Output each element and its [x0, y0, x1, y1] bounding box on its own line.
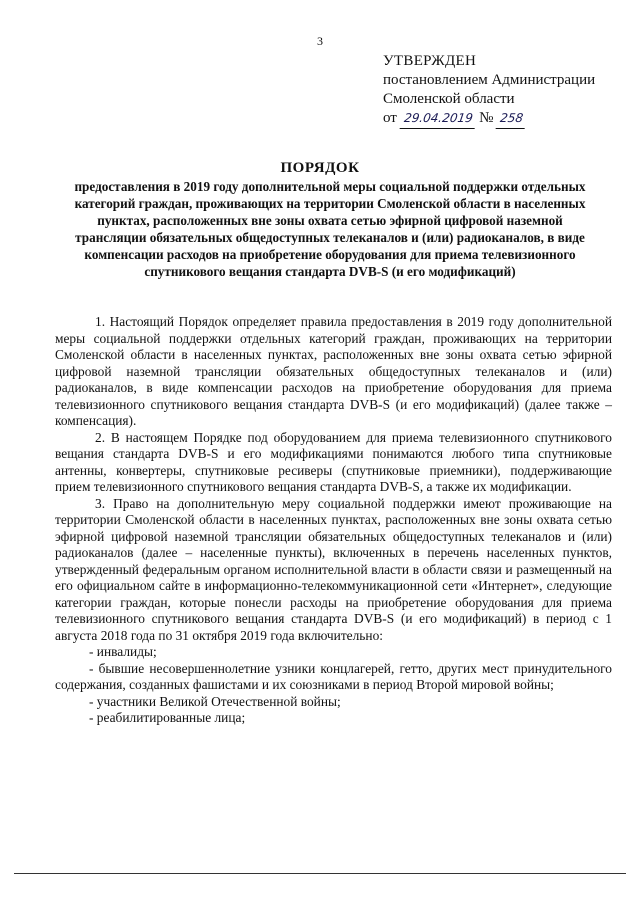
list-item: - инвалиды; [89, 644, 157, 659]
paragraph-3: 3. Право на дополнительную меру социальной поддержки имеют проживающие на территории Смоленской области в населенных пунктах, расположенных вне зоны охвата сетью эфирной цифровой наземной трансляции обязательных общедоступных телеканалов и (или) радиоканалов (далее – населенные пункты), включенных в перечень населенных пунктов, утвержденный федеральным органом исполнительной власти в области связи и размещенный на его официальном сайте в информационно-телекоммуникационной сети «Интернет», следующие категории граждан, которые понесли расходы на приобретение оборудования для приема телевизионного спутникового вещания стандарта DVB-S (и его модификаций) в период с 1 августа 2018 года по 31 октября 2019 года включительно: [55, 495, 612, 643]
number-sign: № [479, 110, 494, 126]
approval-heading: УТВЕРЖДЕН [383, 53, 477, 69]
list-item: - участники Великой Отечественной войны; [89, 693, 341, 709]
approval-line-2: Смоленской области [383, 91, 515, 107]
page-number: 3 [317, 34, 323, 48]
page-bottom-divider [14, 873, 626, 874]
document-body [55, 314, 612, 727]
paragraph-2: 2. В настоящем Порядке под оборудованием для приема телевизионного спутникового вещания стандарта DVB-S и его модификациями понимаются любого типа спутниковые антенны, конвертеры, спутниковые ресиверы (спутниковые приемники), поддерживающие прием телевизионного спутникового вещания стандарта DVB-S, а также их модификации. [55, 429, 612, 494]
document-subtitle: предоставления в 2019 году дополнительной меры социальной поддержки отдельных категорий граждан, проживающих на территории Смоленской области в населенных пунктах, расположенных вне зоны охвата сетью эфирной цифровой наземной трансляции обязательных общедоступных телеканалов и (или) радиоканалов, в виде компенсации расходов на приобретение оборудования для приема телевизионного спутникового вещания стандарта DVB-S (и его модификаций) [74, 179, 586, 279]
date-prefix: от [383, 110, 397, 126]
paragraph-1: 1. Настоящий Порядок определяет правила предоставления в 2019 году дополнительной меры социальной поддержки отдельных категорий граждан, проживающих на территории Смоленской области в населенных пунктах, расположенных вне зоны охвата сетью эфирной цифровой наземной трансляции обязательных общедоступных телеканалов и (или) радиоканалов, в виде компенсации расходов на приобретение оборудования для приема телевизионного спутникового вещания стандарта DVB-S (и его модификаций) (далее также – компенсация). [55, 314, 612, 428]
handwritten-number: 258 [496, 109, 528, 129]
list-item: - бывшие несовершеннолетние узники концлагерей, гетто, других мест принудительного содержания, созданных фашистами и их союзниками в период Второй мировой войны; [55, 660, 612, 692]
handwritten-date: 29.04.2019 [399, 109, 477, 129]
approval-date-line [383, 109, 623, 129]
approval-stamp [383, 52, 623, 129]
approval-line-1: постановлением Администрации [383, 72, 596, 88]
document-title: ПОРЯДОК [280, 160, 360, 176]
list-item: - реабилитированные лица; [89, 710, 246, 725]
